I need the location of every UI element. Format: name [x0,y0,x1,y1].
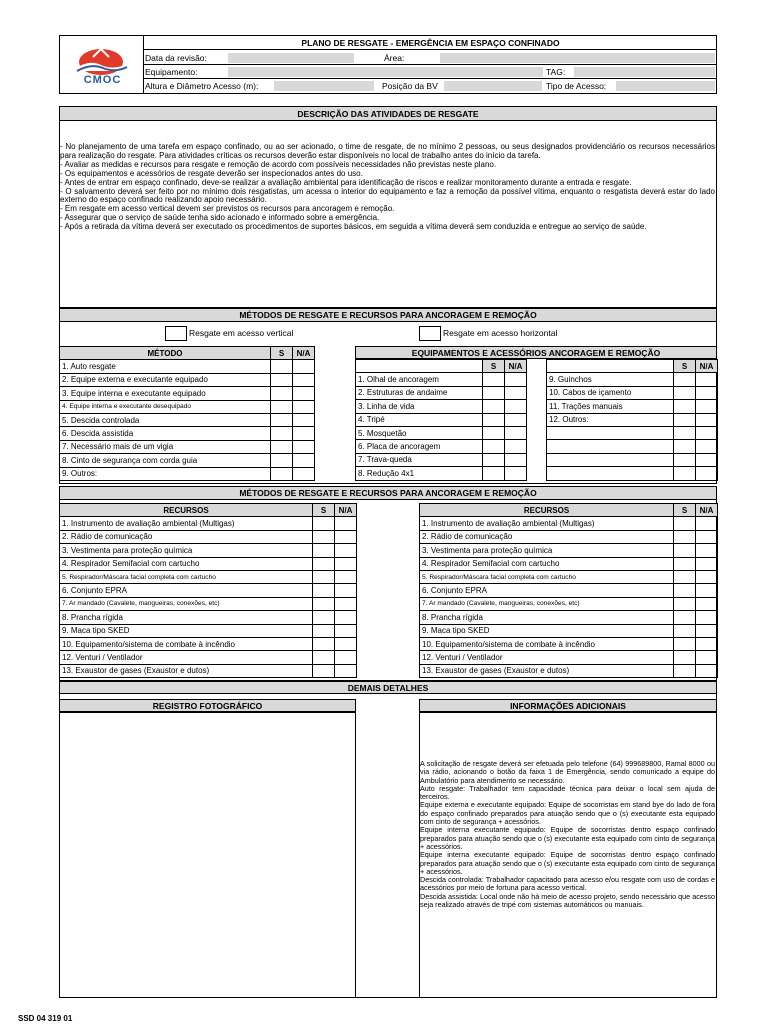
resource-item: 7. Ar mandado (Cavalete, mangueiras, conexões, etc) [420,597,674,610]
table-row [60,530,357,543]
resources-title: MÉTODOS DE RESGATE E RECURSOS PARA ANCORAGEM E REMOÇÃO [59,486,717,500]
s-cell[interactable] [674,651,696,664]
resource-item: 5. Respirador/Máscara facial completa com cartucho [420,570,674,583]
na-cell[interactable] [335,624,357,637]
na-cell[interactable] [696,570,718,583]
na-cell[interactable] [696,453,718,466]
s-cell[interactable] [674,624,696,637]
description-line: - Os equipamentos e acessórios de resgate deverão ser inspecionados antes do uso. [60,168,363,178]
s-cell[interactable] [483,413,505,426]
resource-item: 2. Rádio de comunicação [60,530,313,543]
table-row [420,584,718,597]
table-row [420,611,718,624]
method-item: 5. Descida controlada [60,413,271,426]
s-cell[interactable] [674,544,696,557]
resource-item: 10. Equipamento/sistema de combate à incêndio [420,637,674,650]
s-cell[interactable] [313,557,335,570]
height-diameter-label: Altura e Diâmetro Acesso (m): [145,81,259,91]
logo-text: CMOC [83,74,122,86]
table-row [547,440,718,453]
method-table [59,346,315,481]
table-row [420,624,718,637]
area-field[interactable] [440,53,715,63]
table-row [356,386,527,399]
s-cell[interactable] [674,426,696,439]
na-cell[interactable] [335,544,357,557]
resources-table-right [419,503,718,678]
table-row [420,517,718,530]
revision-date-label: Data da revisão: [145,53,207,63]
method-item: 6. Descida assistida [60,427,271,440]
table-row [60,557,357,570]
s-cell[interactable] [674,517,696,530]
description-line: - Assegurar que o serviço de saúde tenha sido acionado e informado sobre a emergência. [60,213,380,223]
info-paragraph: A solicitação de resgate deverá ser efetuada pelo telefone (64) 999689800, Ramal 8000 ou via rádio, acionando o botão da faixa 1 de Emergência, sendo comunicado a equipe do Ambulatório para atendimento se necessário. [420,759,715,785]
method-item: 1. Auto resgate [60,360,271,373]
na-cell[interactable] [696,624,718,637]
na-cell[interactable] [335,651,357,664]
na-header: N/A [505,360,527,373]
resources-table-left [59,503,357,678]
resource-item: 2. Rádio de comunicação [420,530,674,543]
s-cell[interactable] [271,454,293,467]
description-line: - Em resgate em acesso vertical devem ser previstos os recursos para ancoragem e remoção. [60,204,395,214]
access-type-label: Tipo de Acesso: [546,81,607,91]
s-cell[interactable] [313,651,335,664]
na-cell[interactable] [335,597,357,610]
table-row [420,637,718,650]
equipment-item: 5. Mosquetão [356,426,483,439]
s-cell[interactable] [674,467,696,480]
resource-item: 4. Respirador Semifacial com cartucho [60,557,313,570]
photo-title: REGISTRO FOTOGRÁFICO [59,699,356,712]
photo-area[interactable] [59,712,356,998]
table-row [60,440,315,453]
equipment-item: 11. Trações manuais [547,400,674,413]
table-row [60,454,315,467]
table-row [420,557,718,570]
s-cell[interactable] [313,624,335,637]
s-header: S [674,360,696,373]
s-cell[interactable] [674,637,696,650]
table-row [60,584,357,597]
na-header: N/A [335,504,357,517]
table-row [356,467,527,480]
equipment-field[interactable] [228,67,543,77]
equipment-item: 2. Estruturas de andaime [356,386,483,399]
s-cell[interactable] [674,570,696,583]
na-header: N/A [696,360,718,373]
table-row [60,544,357,557]
na-cell[interactable] [293,373,315,386]
s-cell[interactable] [271,387,293,400]
table-row [547,386,718,399]
info-paragraph: Equipe interna executante equipado: Equipe de socorristas dentro espaço confinado preparados para atuação sendo que o (s) executante esta equipado com cinto de segurança + acessórios. [420,825,715,851]
na-cell[interactable] [696,637,718,650]
s-cell[interactable] [271,440,293,453]
table-row [60,624,357,637]
resource-item: 12. Venturi / Ventilador [60,651,313,664]
s-cell[interactable] [313,584,335,597]
vertical-access-checkbox[interactable] [165,326,187,341]
na-cell[interactable] [696,373,718,386]
revision-date-field[interactable] [228,53,354,63]
na-cell[interactable] [696,413,718,426]
table-row [547,400,718,413]
equipment-table-right [546,359,718,481]
description-line: - No planejamento de uma tarefa em espaço confinado, ou ao ser acionado, o time de resgate, de no mínimo 2 pessoas, ou seus designados providenciário os recursos necessários para realização do resgate. Para atividades críticas os recursos deverão estar disponíveis no local de trabalho antes do início da tarefa. [60,142,715,160]
table-row [356,400,527,413]
table-row [60,517,357,530]
table-row [60,427,315,440]
s-header: S [674,504,696,517]
na-cell[interactable] [293,454,315,467]
s-cell[interactable] [674,597,696,610]
table-row [60,360,315,373]
description-line: - Avaliar as medidas e recursos para resgate e remoção de acordo com possíveis necessidades não previstas neste plano. [60,159,497,169]
s-cell[interactable] [674,453,696,466]
na-cell[interactable] [505,373,527,386]
na-cell[interactable] [505,467,527,480]
na-cell[interactable] [696,597,718,610]
table-row [547,467,718,480]
table-row [420,544,718,557]
table-row [60,570,357,583]
tag-label: TAG: [546,67,566,77]
resource-item: 9. Maca tipo SKED [60,624,313,637]
resource-item: 12. Venturi / Ventilador [420,651,674,664]
na-cell[interactable] [696,651,718,664]
table-row [547,373,718,386]
resource-item: 3. Vestimenta para proteção química [60,544,313,557]
table-row [420,570,718,583]
na-cell[interactable] [696,467,718,480]
s-cell[interactable] [313,530,335,543]
na-cell[interactable] [335,557,357,570]
na-cell[interactable] [335,664,357,677]
equipment-item: 7. Trava-queda [356,453,483,466]
s-cell[interactable] [674,664,696,677]
s-cell[interactable] [313,544,335,557]
logo [59,35,144,94]
methods-title: MÉTODOS DE RESGATE E RECURSOS PARA ANCORAGEM E REMOÇÃO [59,308,717,322]
table-row [60,373,315,386]
header-row-2 [144,65,717,79]
s-cell[interactable] [674,611,696,624]
equipment-item: 4. Tripé [356,413,483,426]
info-title: INFORMAÇÕES ADICIONAIS [419,699,717,712]
table-row [547,426,718,439]
na-cell[interactable] [335,611,357,624]
na-header: N/A [696,504,718,517]
na-cell[interactable] [696,400,718,413]
s-cell[interactable] [313,517,335,530]
info-paragraph: Equipe externa e executante equipado: Equipe de socorristas em stand bye do lado de fora do espaço confinado preparados para atuação sendo que o (s) executante esta equipado com cinto de segurança + acessórios. [420,800,715,827]
s-cell[interactable] [483,440,505,453]
na-cell[interactable] [696,530,718,543]
table-row [60,400,315,413]
method-item: 4. Equipe interna e executante desequipado [60,400,271,413]
na-cell[interactable] [293,427,315,440]
vertical-access-option[interactable] [165,326,293,341]
s-cell[interactable] [313,637,335,650]
form-title: PLANO DE RESGATE - EMERGÊNCIA EM ESPAÇO CONFINADO [144,36,717,50]
equipment-item: 6. Placa de ancoragem [356,440,483,453]
na-cell[interactable] [335,637,357,650]
na-cell[interactable] [293,400,315,413]
info-text [420,760,715,909]
na-cell[interactable] [335,517,357,530]
table-row [420,664,718,677]
table-row [60,637,357,650]
s-cell[interactable] [483,400,505,413]
table-row [356,413,527,426]
s-header: S [313,504,335,517]
na-cell[interactable] [293,413,315,426]
na-cell[interactable] [696,426,718,439]
resource-item: 13. Exaustor de gases (Exaustor e dutos) [60,664,313,677]
s-cell[interactable] [483,373,505,386]
info-paragraph: Descida assistida: Local onde não há meio de acesso projeto, sendo necessário que acesso seja realizado através de tripé com sistemas automáticos ou manuais. [420,891,715,910]
info-paragraph: Auto resgate: Trabalhador tem capacidade técnica para deixar o local sem ajuda de terceiros. [420,783,715,802]
description-text [60,143,715,232]
na-cell[interactable] [505,453,527,466]
horizontal-access-checkbox[interactable] [419,326,441,341]
s-cell[interactable] [674,557,696,570]
description-line: - Após a retirada da vítima deverá ser executado os procedimentos de suportes básicos, em seguida a vítima deverá sem conduzida e entregue ao serviço de saúde. [60,222,647,232]
equipment-item: 12. Outros: [547,413,674,426]
s-cell[interactable] [674,440,696,453]
s-cell[interactable] [313,570,335,583]
resource-item: 6. Conjunto EPRA [420,584,674,597]
horizontal-access-option[interactable] [419,326,557,341]
table-row [420,597,718,610]
s-cell[interactable] [674,400,696,413]
method-item: 3. Equipe interna e executante equipado [60,387,271,400]
equipment-label: Equipamento: [145,67,198,77]
s-cell[interactable] [674,386,696,399]
table-row [356,373,527,386]
s-cell[interactable] [674,530,696,543]
na-cell[interactable] [696,440,718,453]
method-header: MÉTODO [60,347,271,360]
info-paragraph: Equipe interna executante equipado: Equipe de socorristas dentro espaço confinado preparados para atuação sendo que o (s) executante esta equipado com cinto de segurança + acessórios. [420,850,715,876]
resource-item: 8. Prancha rígida [60,611,313,624]
table-row [60,664,357,677]
equipment-item: 10. Cabos de içamento [547,386,674,399]
na-cell[interactable] [335,570,357,583]
method-item: 8. Cinto de segurança com corda guia [60,454,271,467]
resource-item: 5. Respirador/Máscara facial completa com cartucho [60,570,313,583]
na-cell[interactable] [505,440,527,453]
description-line: - O salvamento deverá ser feito por no mínimo dois resgatistas, um acessa o interior do equipamento e faz a remoção da possível vítima, enquanto o resgatista deverá estar do lado externo do espaço confinado realizando apoio necessário. [60,186,715,205]
description-title: DESCRIÇÃO DAS ATIVIDADES DE RESGATE [59,106,717,121]
horizontal-access-label: Resgate em acesso horizontal [443,328,558,338]
s-cell[interactable] [674,413,696,426]
s-cell[interactable] [271,467,293,480]
resource-item: 13. Exaustor de gases (Exaustor e dutos) [420,664,674,677]
na-cell[interactable] [505,400,527,413]
table-row [356,440,527,453]
resources-header: RECURSOS [420,504,674,517]
header-row-3 [144,79,717,94]
na-cell[interactable] [293,440,315,453]
equipment-item: 1. Olhal de ancoragem [356,373,483,386]
footer-code: SSD 04 319 01 [18,1014,73,1023]
tag-field[interactable] [574,67,715,77]
header-row-1 [144,51,717,65]
s-cell[interactable] [313,611,335,624]
equipment-item: 3. Linha de vida [356,400,483,413]
access-type-field[interactable] [616,81,715,91]
na-header: N/A [293,347,315,360]
resources-header: RECURSOS [60,504,313,517]
method-item: 2. Equipe externa e executante equipado [60,373,271,386]
bv-position-label: Posição da BV [382,81,438,91]
table-row [547,453,718,466]
s-header: S [483,360,505,373]
s-cell[interactable] [483,426,505,439]
table-row [420,651,718,664]
table-row [60,651,357,664]
table-row [356,426,527,439]
resource-item: 3. Vestimenta para proteção química [420,544,674,557]
na-cell[interactable] [335,530,357,543]
description-line: - Antes de entrar em espaço confinado, deve-se realizar a avaliação ambiental para identificação de riscos e realizar monitoramento durante a entrada e resgate. [60,177,632,187]
resource-item: 4. Respirador Semifacial com cartucho [420,557,674,570]
na-cell[interactable] [696,517,718,530]
na-cell[interactable] [505,386,527,399]
s-cell[interactable] [271,360,293,373]
s-cell[interactable] [271,373,293,386]
s-cell[interactable] [271,427,293,440]
s-cell[interactable] [313,664,335,677]
na-cell[interactable] [696,611,718,624]
table-row [60,597,357,610]
s-cell[interactable] [313,597,335,610]
s-cell[interactable] [674,584,696,597]
resource-item: 8. Prancha rígida [420,611,674,624]
na-cell[interactable] [335,584,357,597]
resource-item: 7. Ar mandado (Cavalete, mangueiras, conexões, etc) [60,597,313,610]
na-cell[interactable] [696,584,718,597]
s-header: S [271,347,293,360]
resource-item: 1. Instrumento de avaliação ambiental (Multigas) [60,517,313,530]
info-paragraph: Descida controlada: Trabalhador capacitado para acesso e/ou resgate com uso de cordas e acessórios por meio de fortuna para acesso vertical. [420,875,715,893]
table-row [420,530,718,543]
na-cell[interactable] [696,664,718,677]
na-cell[interactable] [293,467,315,480]
resource-item: 9. Maca tipo SKED [420,624,674,637]
area-label: Área: [384,53,405,63]
s-cell[interactable] [271,413,293,426]
resource-item: 10. Equipamento/sistema de combate à incêndio [60,637,313,650]
height-diameter-field[interactable] [274,81,374,91]
bv-position-field[interactable] [444,81,542,91]
equipment-table-left [355,359,527,481]
na-cell[interactable] [505,426,527,439]
equipment-header: EQUIPAMENTOS E ACESSÓRIOS ANCORAGEM E REMOÇÃO [355,346,717,359]
method-item: 7. Necessário mais de um vigia [60,440,271,453]
na-cell[interactable] [696,544,718,557]
s-cell[interactable] [483,453,505,466]
na-cell[interactable] [293,387,315,400]
table-row [60,387,315,400]
na-cell[interactable] [505,413,527,426]
resource-item: 1. Instrumento de avaliação ambiental (Multigas) [420,517,674,530]
table-row [356,453,527,466]
vertical-access-label: Resgate em acesso vertical [189,328,294,338]
equipment-item: 8. Redução 4x1 [356,467,483,480]
s-cell[interactable] [674,373,696,386]
na-cell[interactable] [293,360,315,373]
details-title: DEMAIS DETALHES [59,681,717,694]
table-row [60,413,315,426]
na-cell[interactable] [696,557,718,570]
s-cell[interactable] [483,386,505,399]
na-cell[interactable] [696,386,718,399]
table-row [60,611,357,624]
table-row [60,467,315,480]
s-cell[interactable] [483,467,505,480]
equipment-item: 9. Guinchos [547,373,674,386]
s-cell[interactable] [271,400,293,413]
method-item: 9. Outros: [60,467,271,480]
table-row [547,413,718,426]
resource-item: 6. Conjunto EPRA [60,584,313,597]
